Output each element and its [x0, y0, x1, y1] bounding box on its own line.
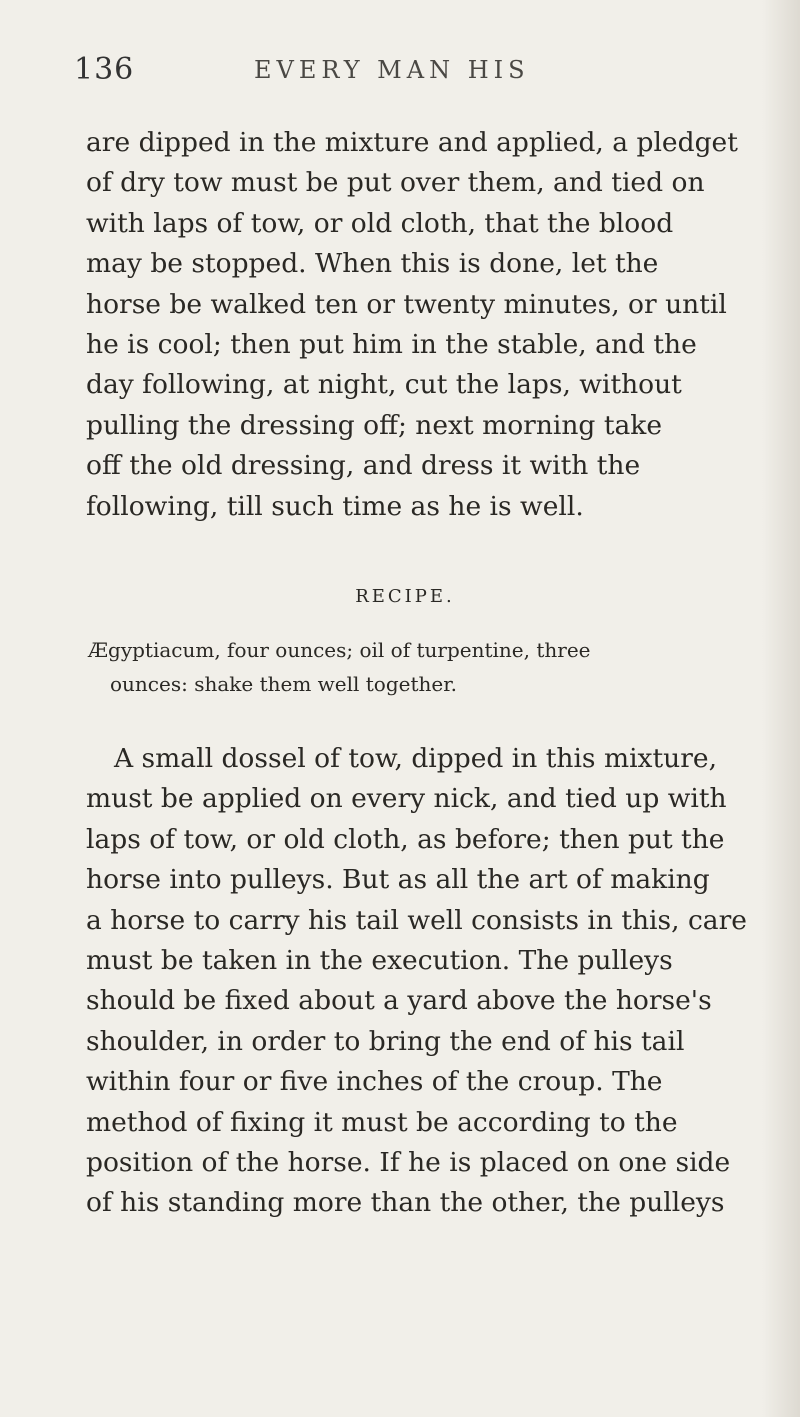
text-line: should be fixed about a yard above the horse's — [86, 985, 712, 1017]
text-line: day following, at night, cut the laps, without — [86, 369, 682, 401]
recipe-text — [88, 633, 754, 701]
text-line: within four or five inches of the croup. The — [86, 1066, 663, 1098]
text-line: position of the horse. If he is placed on one side — [86, 1147, 731, 1179]
page-header — [74, 52, 734, 92]
recipe-heading: RECIPE. — [355, 586, 455, 607]
recipe-line: ounces: shake them well together. — [110, 672, 457, 696]
page-edge-shadow — [762, 0, 800, 1417]
text-line: must be taken in the execution. The pulleys — [86, 945, 673, 977]
text-line: laps of tow, or old cloth, as before; then put the — [86, 823, 725, 855]
text-line: pulling the dressing off; next morning take — [86, 409, 663, 441]
text-line: of his standing more than the other, the pulleys — [86, 1187, 725, 1219]
text-line: shoulder, in order to bring the end of his tail — [86, 1025, 685, 1057]
text-line: following, till such time as he is well. — [86, 490, 584, 522]
text-line: A small dossel of tow, dipped in this mixture, — [114, 743, 717, 774]
text-line: with laps of tow, or old cloth, that the blood — [86, 207, 674, 239]
text-line: method of fixing it must be according to the — [86, 1106, 678, 1138]
paragraph-1 — [86, 123, 750, 527]
paragraph-2 — [86, 739, 750, 1224]
running-head: EVERY MAN HIS — [254, 56, 530, 84]
recipe-line: Ægyptiacum, four ounces; oil of turpentine, three — [88, 638, 591, 662]
text-line: a horse to carry his tail well consists in this, care — [86, 904, 747, 936]
text-line: off the old dressing, and dress it with the — [86, 450, 641, 482]
text-line: are dipped in the mixture and applied, a pledget — [86, 127, 738, 158]
text-line: of dry tow must be put over them, and tied on — [86, 167, 705, 199]
text-line: must be applied on every nick, and tied up with — [86, 783, 727, 815]
text-line: he is cool; then put him in the stable, and the — [86, 329, 697, 361]
text-line: horse into pulleys. But as all the art of making — [86, 864, 710, 896]
page-number: 136 — [74, 52, 135, 87]
text-line: horse be walked ten or twenty minutes, or until — [86, 288, 727, 320]
text-line: may be stopped. When this is done, let the — [86, 248, 659, 280]
